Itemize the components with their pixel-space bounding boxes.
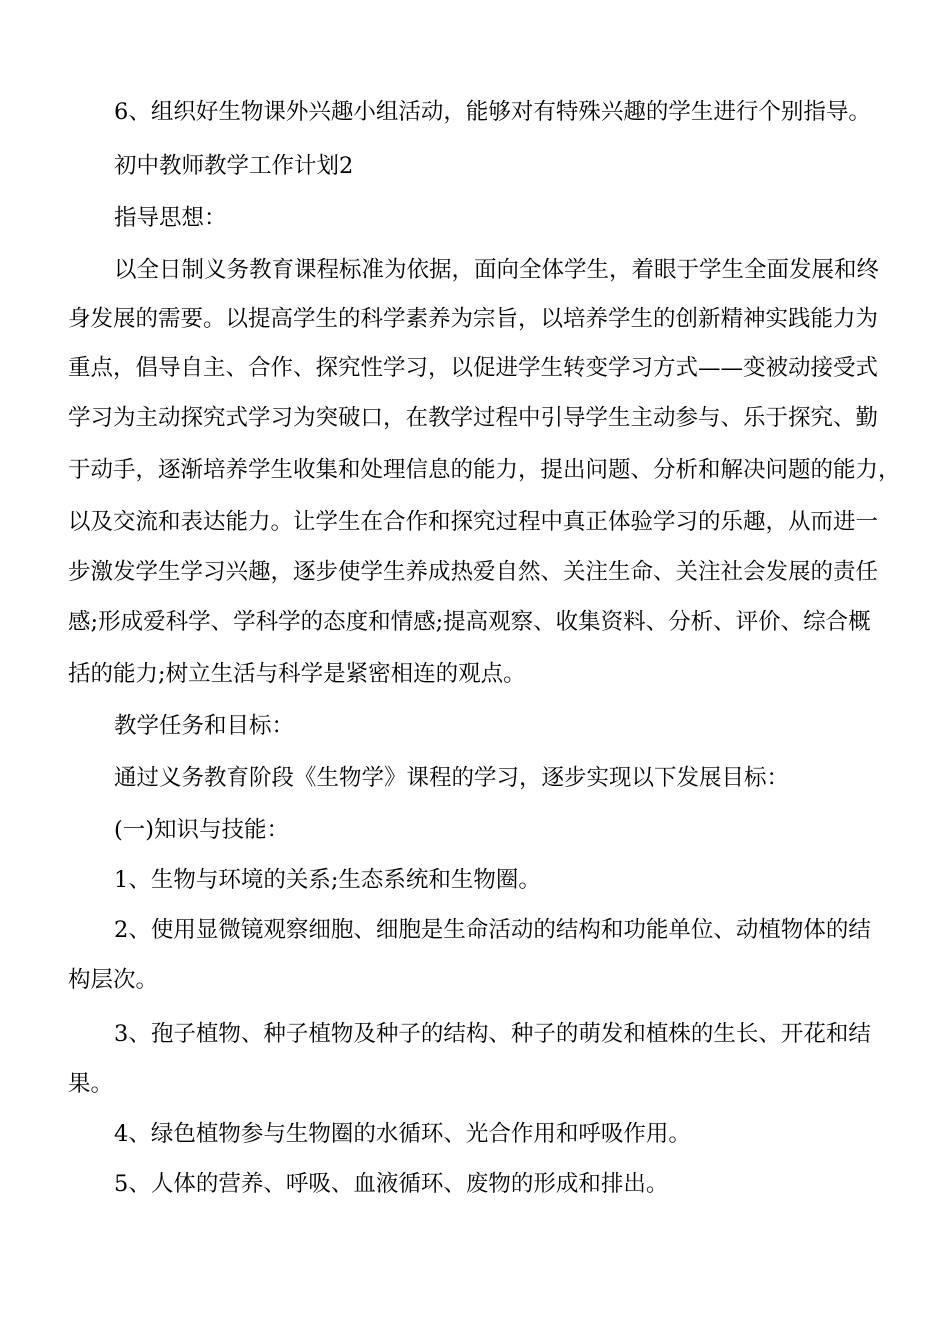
paragraph-guiding-thought-line: 于动手，逐渐培养学生收集和处理信息的能力，提出问题、分析和解决问题的能力， bbox=[68, 457, 901, 483]
paragraph-guiding-thought-line: 以及交流和表达能力。让学生在合作和探究过程中真正体验学习的乐趣，从而进一 bbox=[68, 509, 879, 535]
paragraph-guiding-thought-line: 感;形成爱科学、学科学的态度和情感;提高观察、收集资料、分析、评价、综合概 bbox=[68, 609, 871, 635]
paragraph-guiding-thought-line: 重点，倡导自主、合作、探究性学习，以促进学生转变学习方式——变被动接受式 bbox=[68, 355, 879, 381]
paragraph-guiding-thought-line: 以全日制义务教育课程标准为依据，面向全体学生，着眼于学生全面发展和终 bbox=[114, 257, 880, 283]
section-title: 初中教师教学工作计划2 bbox=[114, 153, 354, 179]
paragraph-guiding-thought-line: 括的能力;树立生活与科学是紧密相连的观点。 bbox=[68, 661, 526, 687]
paragraph-guiding-thought-line: 身发展的需要。以提高学生的科学素养为宗旨，以培养学生的创新精神实践能力为 bbox=[68, 306, 879, 332]
paragraph-guiding-thought-line: 学习为主动探究式学习为突破口，在教学过程中引导学生主动参与、乐于探究、勤 bbox=[68, 405, 879, 431]
paragraph-guiding-thought-line: 步激发学生学习兴趣，逐步使学生养成热爱自然、关注生命、关注社会发展的责任 bbox=[68, 559, 879, 585]
list-item: 5、人体的营养、呼吸、血液循环、废物的形成和排出。 bbox=[114, 1171, 669, 1197]
list-item: 3、孢子植物、种子植物及种子的结构、种子的萌发和植株的生长、开花和结 bbox=[114, 1021, 871, 1047]
heading-knowledge-skills: (一)知识与技能： bbox=[114, 817, 290, 843]
heading-tasks-goals: 教学任务和目标： bbox=[114, 713, 295, 739]
list-item-continuation: 果。 bbox=[68, 1071, 114, 1097]
list-item: 4、绿色植物参与生物圈的水循环、光合作用和呼吸作用。 bbox=[114, 1121, 691, 1147]
list-item-continuation: 构层次。 bbox=[68, 967, 159, 993]
paragraph-goals-intro: 通过义务教育阶段《生物学》课程的学习，逐步实现以下发展目标： bbox=[114, 765, 790, 791]
heading-guiding-thought: 指导思想： bbox=[114, 205, 227, 231]
paragraph-item-6-guidance: 6、组织好生物课外兴趣小组活动，能够对有特殊兴趣的学生进行个别指导。 bbox=[114, 99, 871, 125]
list-item: 2、使用显微镜观察细胞、细胞是生命活动的结构和功能单位、动植物体的结 bbox=[114, 917, 871, 943]
list-item: 1、生物与环境的关系;生态系统和生物圈。 bbox=[114, 867, 541, 893]
